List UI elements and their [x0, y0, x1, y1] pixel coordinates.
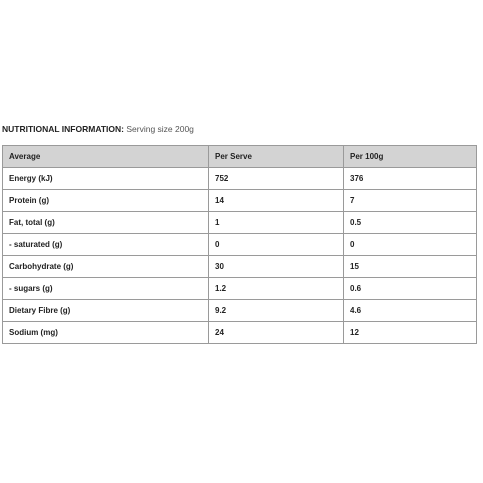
nutrient-name: Energy (kJ)	[3, 168, 209, 190]
per-100g-value: 7	[344, 190, 477, 212]
header-average: Average	[3, 146, 209, 168]
table-row	[3, 212, 477, 234]
per-serve-value: 24	[209, 322, 344, 344]
per-100g-value: 0	[344, 234, 477, 256]
header-per-serve: Per Serve	[209, 146, 344, 168]
nutrient-name: Carbohydrate (g)	[3, 256, 209, 278]
per-100g-value: 0.6	[344, 278, 477, 300]
nutrient-name: - saturated (g)	[3, 234, 209, 256]
table-row	[3, 190, 477, 212]
table-row	[3, 322, 477, 344]
table-row	[3, 256, 477, 278]
per-serve-value: 14	[209, 190, 344, 212]
nutrition-table	[2, 145, 477, 344]
table-row	[3, 168, 477, 190]
per-serve-value: 9.2	[209, 300, 344, 322]
nutrient-name: Sodium (mg)	[3, 322, 209, 344]
table-row	[3, 300, 477, 322]
per-100g-value: 0.5	[344, 212, 477, 234]
header-per-100g: Per 100g	[344, 146, 477, 168]
nutrient-name: - sugars (g)	[3, 278, 209, 300]
nutrient-name: Protein (g)	[3, 190, 209, 212]
per-serve-value: 1	[209, 212, 344, 234]
nutrition-heading	[2, 123, 194, 135]
serving-size-text: Serving size 200g	[123, 124, 194, 134]
per-serve-value: 30	[209, 256, 344, 278]
per-100g-value: 15	[344, 256, 477, 278]
per-100g-value: 12	[344, 322, 477, 344]
nutrient-name: Dietary Fibre (g)	[3, 300, 209, 322]
nutrition-heading-label: NUTRITIONAL INFORMATION:	[2, 124, 124, 134]
per-serve-value: 752	[209, 168, 344, 190]
table-row	[3, 234, 477, 256]
per-serve-value: 1.2	[209, 278, 344, 300]
nutrient-name: Fat, total (g)	[3, 212, 209, 234]
table-header-row	[3, 146, 477, 168]
table-row	[3, 278, 477, 300]
per-100g-value: 4.6	[344, 300, 477, 322]
per-serve-value: 0	[209, 234, 344, 256]
per-100g-value: 376	[344, 168, 477, 190]
